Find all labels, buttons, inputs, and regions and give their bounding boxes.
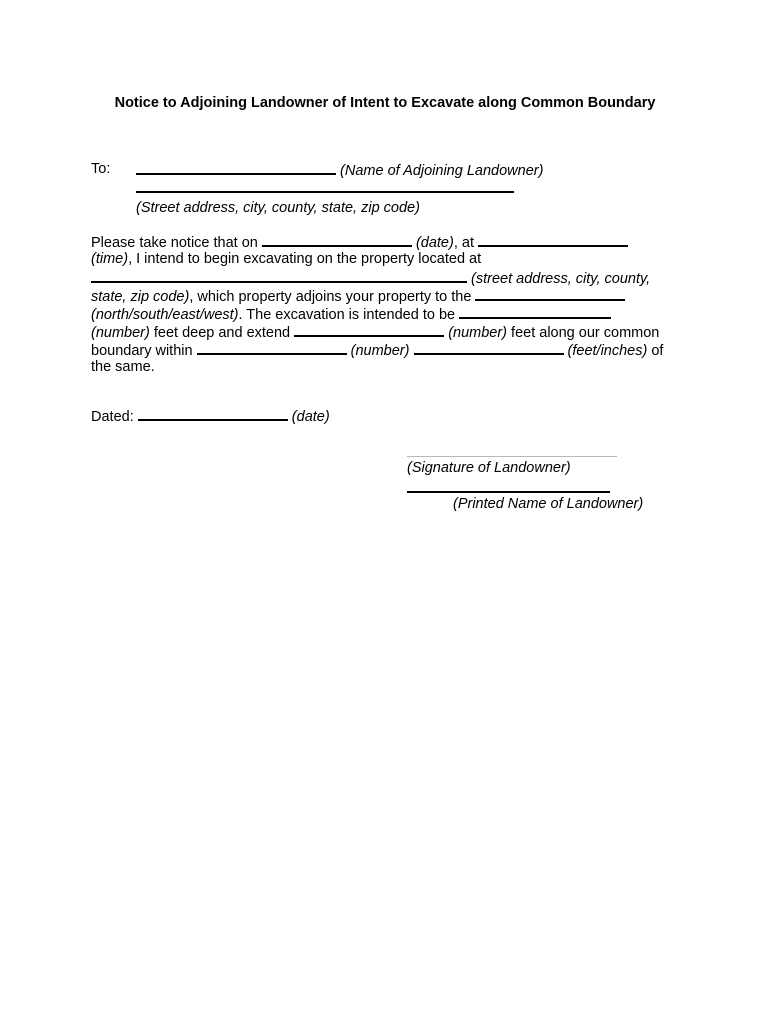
notice-time-blank[interactable] [478,232,628,247]
to-address-hint-line [136,199,420,217]
body-text: the same. [91,359,155,375]
body-line-3 [91,268,650,288]
direction-hint: (north/south/east/west) [91,307,239,323]
body-line-8 [91,358,155,376]
to-line [91,160,110,178]
to-name-line [136,160,543,180]
units-hint: (feet/inches) [567,343,648,359]
body-text: Please take notice that on [91,235,258,251]
length-blank[interactable] [294,322,444,337]
printed-name-line[interactable] [407,491,610,493]
body-line-7 [91,340,663,360]
signature-hint: (Signature of Landowner) [407,460,571,476]
property-address-blank[interactable] [91,268,467,283]
body-text: of [651,343,664,359]
document-title: Notice to Adjoining Landowner of Intent to Excavate along Common Boundary [114,95,656,111]
date-hint: (date) [291,409,330,425]
signature-line[interactable] [407,456,617,457]
number-hint: (number) [350,343,410,359]
to-address-blank-line [136,178,514,198]
body-line-2 [91,250,481,268]
number-hint: (number) [91,325,150,341]
body-line-1 [91,232,628,252]
signature-hint-line [407,459,571,477]
dated-label: Dated: [91,409,134,425]
body-text: . The excavation is intended to be [238,307,456,323]
boundary-distance-blank[interactable] [197,340,347,355]
number-hint: (number) [448,325,508,341]
depth-blank[interactable] [459,304,611,319]
body-line-5 [91,304,611,324]
body-line-6 [91,322,659,342]
body-text: , which property adjoins your property to the [189,289,472,305]
dated-blank[interactable] [138,406,288,421]
body-text: boundary within [91,343,193,359]
body-line-4 [91,286,625,306]
to-label: To: [91,161,111,177]
body-text: , I intend to begin excavating on the property located at [128,251,482,267]
body-text: feet deep and extend [153,325,291,341]
landowner-name-blank[interactable] [136,160,336,175]
body-text: feet along our common [511,325,660,341]
landowner-address-blank[interactable] [136,178,514,193]
date-hint: (date) [415,235,454,251]
address-hint: (street address, city, county, [471,271,651,287]
time-hint: (time) [91,251,129,267]
dated-line [91,406,330,426]
direction-blank[interactable] [475,286,625,301]
printed-name-hint-line [453,495,643,513]
landowner-name-hint: (Name of Adjoining Landowner) [340,163,544,179]
body-text: , at [453,235,474,251]
notice-date-blank[interactable] [262,232,412,247]
address-hint: state, zip code) [91,289,190,305]
printed-name-hint: (Printed Name of Landowner) [453,496,644,512]
units-blank[interactable] [414,340,564,355]
landowner-address-hint: (Street address, city, county, state, zip code) [136,200,420,216]
